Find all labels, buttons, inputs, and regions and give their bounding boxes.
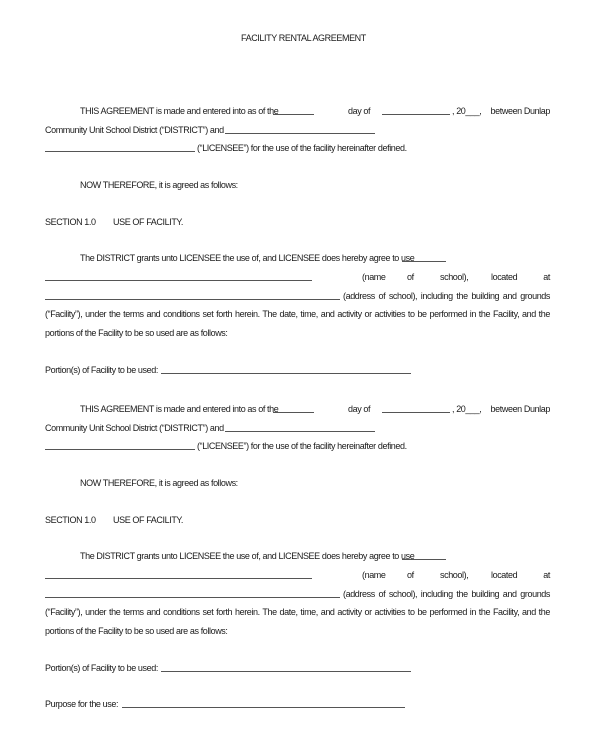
licensee-line: (“LICENSEE”) for the use of the facility hereinafter defined.	[197, 441, 407, 451]
agreement-intro: THIS AGREEMENT is made and entered into as of the	[80, 106, 279, 116]
address-text: (address of school), including the building and grounds	[343, 291, 550, 301]
school-address-blank[interactable]	[45, 299, 340, 300]
date-blank[interactable]	[273, 114, 314, 115]
licensee-blank[interactable]	[45, 449, 195, 450]
document-title: FACILITY RENTAL AGREEMENT	[241, 33, 366, 43]
school-name-blank[interactable]	[45, 280, 312, 281]
district-line: Community Unit School District (“DISTRICT”) and	[45, 125, 224, 135]
address-text: (address of school), including the building and grounds	[343, 589, 550, 599]
facility-text: (“Facility”), under the terms and conditions set forth herein. The date, time, and activity or activities to be performed in the Facility, and the	[45, 309, 550, 319]
use-blank[interactable]	[402, 261, 446, 262]
day-of-label: day of	[348, 404, 371, 414]
section-title: USE OF FACILITY.	[113, 217, 183, 227]
school-name-blank[interactable]	[45, 578, 312, 579]
year-label: , 20___,	[452, 404, 482, 414]
portions-line: portions of the Facility to be so used are as follows:	[45, 328, 228, 338]
day-of-label: day of	[348, 106, 371, 116]
grants-text: The DISTRICT grants unto LICENSEE the use of, and LICENSEE does hereby agree to use	[80, 551, 415, 561]
licensee-name-blank[interactable]	[225, 431, 375, 432]
portions-label: Portion(s) of Facility to be used:	[45, 663, 158, 673]
section-title: USE OF FACILITY.	[113, 515, 183, 525]
month-blank[interactable]	[382, 114, 450, 115]
name-of-school-word: school),	[440, 570, 469, 580]
facility-text: (“Facility”), under the terms and conditions set forth herein. The date, time, and activity or activities to be performed in the Facility, and the	[45, 607, 550, 617]
name-of-school-word: of	[407, 570, 414, 580]
purpose-blank[interactable]	[122, 707, 405, 708]
portions-blank[interactable]	[161, 373, 411, 374]
name-of-school-word: located	[491, 570, 518, 580]
date-blank[interactable]	[273, 412, 314, 413]
name-of-school-word: at	[543, 272, 550, 282]
now-therefore: NOW THEREFORE, it is agreed as follows:	[80, 478, 238, 488]
purpose-label: Purpose for the use:	[45, 699, 119, 709]
name-of-school-word: school),	[440, 272, 469, 282]
agreement-intro: THIS AGREEMENT is made and entered into as of the	[80, 404, 279, 414]
month-blank[interactable]	[382, 412, 450, 413]
licensee-name-blank[interactable]	[225, 133, 375, 134]
section-number: SECTION 1.0	[45, 515, 96, 525]
section-number: SECTION 1.0	[45, 217, 96, 227]
grants-text: The DISTRICT grants unto LICENSEE the use of, and LICENSEE does hereby agree to use	[80, 253, 415, 263]
district-line: Community Unit School District (“DISTRICT”) and	[45, 423, 224, 433]
now-therefore: NOW THEREFORE, it is agreed as follows:	[80, 180, 238, 190]
portions-blank[interactable]	[161, 671, 411, 672]
portions-line: portions of the Facility to be so used are as follows:	[45, 626, 228, 636]
between-label: between Dunlap	[490, 404, 550, 414]
name-of-school-word: of	[407, 272, 414, 282]
between-label: between Dunlap	[490, 106, 550, 116]
portions-label: Portion(s) of Facility to be used:	[45, 365, 158, 375]
year-label: , 20___,	[452, 106, 482, 116]
name-of-school-word: located	[491, 272, 518, 282]
licensee-blank[interactable]	[45, 151, 195, 152]
name-of-school-word: (name	[362, 570, 386, 580]
licensee-line: (“LICENSEE”) for the use of the facility hereinafter defined.	[197, 143, 407, 153]
school-address-blank[interactable]	[45, 597, 340, 598]
name-of-school-word: (name	[362, 272, 386, 282]
use-blank[interactable]	[402, 559, 446, 560]
name-of-school-word: at	[543, 570, 550, 580]
